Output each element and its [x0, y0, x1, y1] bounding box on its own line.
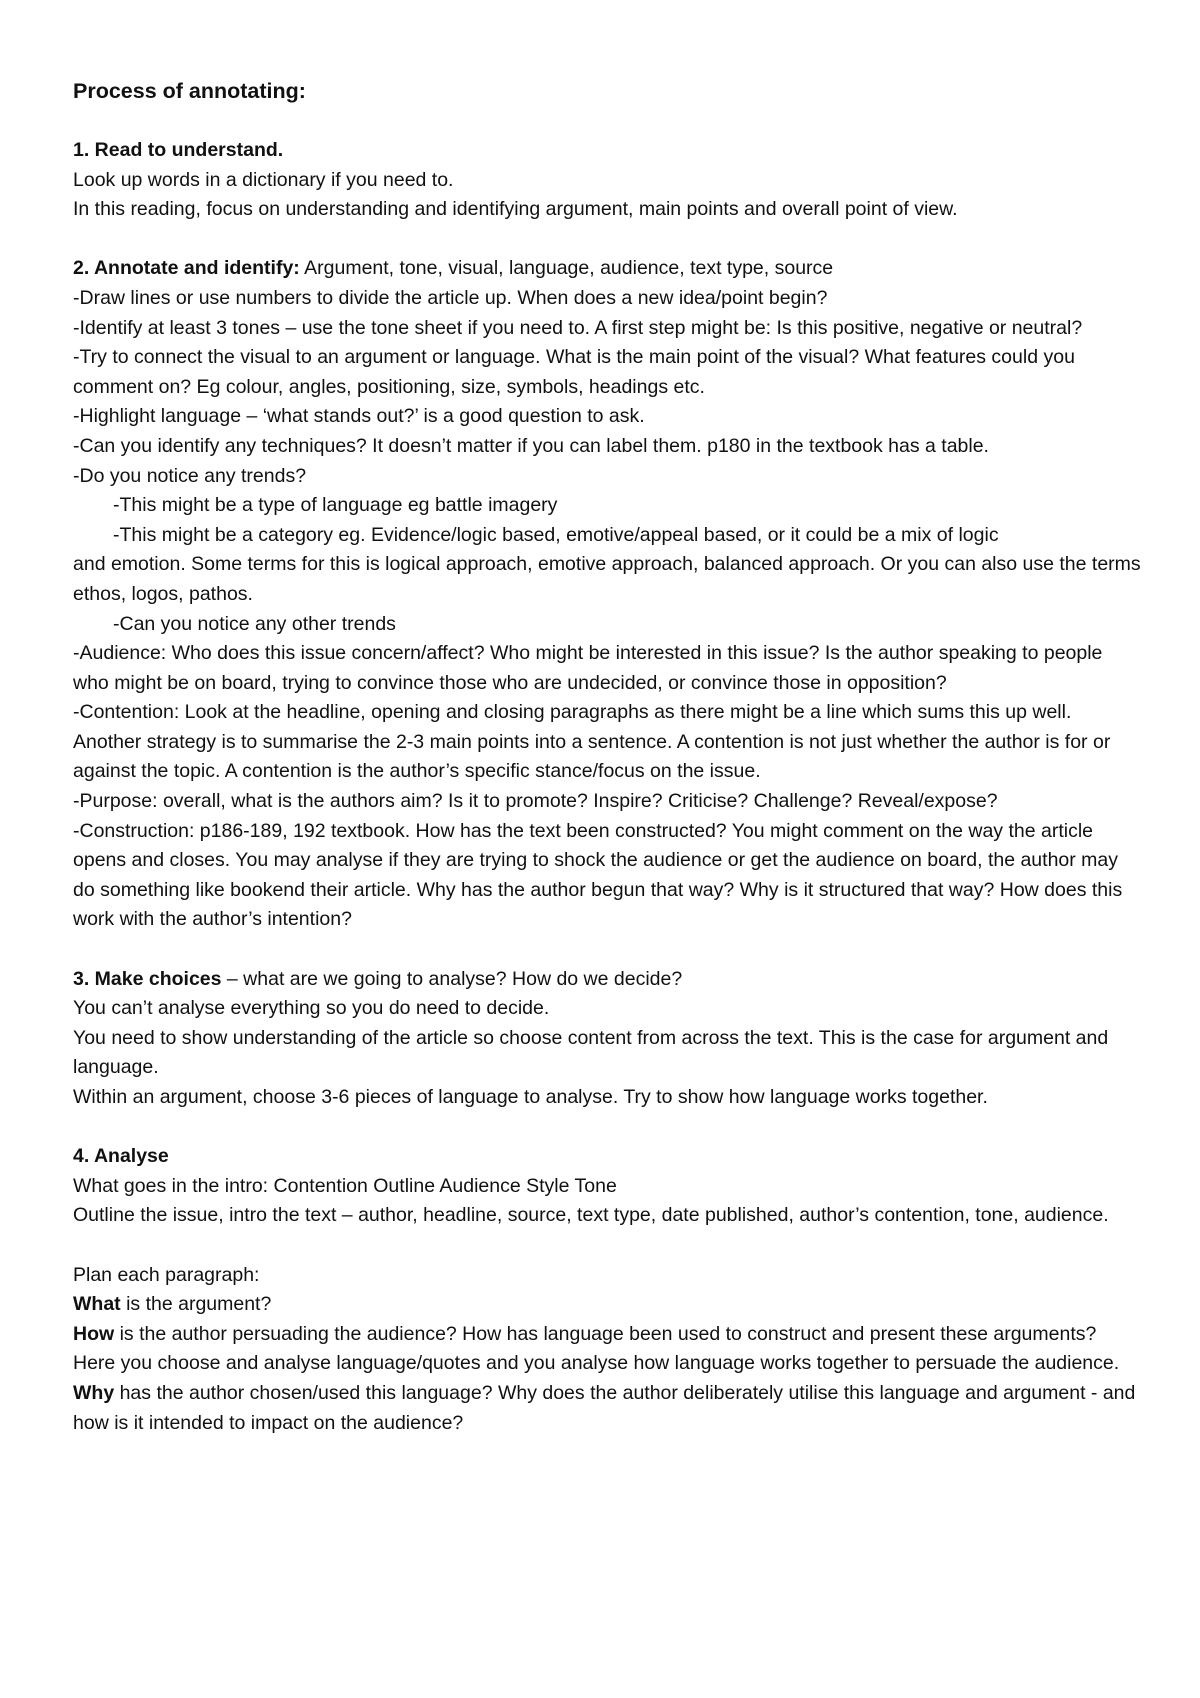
section-2-line: -Can you identify any techniques? It doesn’t matter if you can label them. p180 in the textbook has a table.	[73, 434, 989, 457]
section-2-line: -Purpose: overall, what is the authors aim? Is it to promote? Inspire? Criticise? Challenge? Reveal/expose?	[73, 790, 998, 813]
section-2-subpoint: -This might be a category eg. Evidence/logic based, emotive/appeal based, or it could be a mix of logic	[113, 523, 999, 546]
section-1-heading-text: 1. Read to understand.	[73, 139, 284, 161]
page-title: Process of annotating:	[73, 79, 306, 103]
plan-what	[73, 1290, 1143, 1320]
plan-what-bold: What	[73, 1293, 121, 1316]
spacer	[73, 935, 1143, 965]
plan-what-rest: is the argument?	[120, 1293, 272, 1316]
section-1-line: In this reading, focus on understanding and identifying argument, main points and overall point of view.	[73, 198, 958, 221]
section-3-heading	[73, 965, 1143, 995]
plan-how-bold: How	[73, 1322, 115, 1345]
spacer	[73, 1231, 1143, 1261]
document-page	[73, 76, 1143, 1438]
section-2-line: -Audience: Who does this issue concern/affect? Who might be interested in this issue? Is the author speaking to people who might be on board, trying to convince those who are undecided, or convince those in opposition?	[73, 642, 1103, 694]
plan-how-rest: is the author persuading the audience? How has language been used to construct and present these arguments? Here you choose and analyse language/quotes and you analyse how language works together to persuade the audience.	[73, 1322, 1120, 1375]
section-4-heading-text: 4. Analyse	[73, 1145, 169, 1168]
section-1-line: Look up words in a dictionary if you need to.	[73, 168, 454, 191]
section-3-line: You can’t analyse everything so you do need to decide.	[73, 997, 550, 1020]
section-3-line: You need to show understanding of the article so choose content from across the text. This is the case for argument and language.	[73, 1026, 1109, 1079]
section-3-line: Within an argument, choose 3-6 pieces of language to analyse. Try to show how language works together.	[73, 1086, 988, 1108]
section-4-heading	[73, 1142, 1143, 1172]
section-2-subpoint: -This might be a type of language eg battle imagery	[113, 494, 558, 517]
section-2-line: -Do you notice any trends?	[73, 464, 307, 487]
section-2-subpoint: -Can you notice any other trends	[113, 612, 396, 635]
section-4-line: Outline the issue, intro the text – author, headline, source, text type, date published, author’s contention, tone, audience.	[73, 1204, 1109, 1227]
section-2-line: -Identify at least 3 tones – use the tone sheet if you need to. A first step might be: Is this positive, negative or neutral?	[73, 316, 1083, 339]
plan-heading: Plan each paragraph:	[73, 1263, 260, 1286]
section-2-heading-bold: 2. Annotate and identify:	[73, 257, 300, 280]
section-1-heading	[73, 136, 1143, 166]
section-2-line: -Contention: Look at the headline, opening and closing paragraphs as there might be a line which sums this up well. Another strategy is to summarise the 2-3 main points into a sentence. A contention is not just whether the author is for or against the topic. A contention is the author’s specific stance/focus on the issue.	[73, 701, 1111, 783]
spacer	[73, 106, 1143, 136]
section-2-subpoint-continued: and emotion. Some terms for this is logical approach, emotive approach, balanced approach. Or you can also use the terms ethos, logos, pathos.	[73, 553, 1141, 605]
section-2-heading	[73, 254, 1143, 284]
spacer	[73, 225, 1143, 255]
plan-why	[73, 1379, 1143, 1438]
section-2-line: -Draw lines or use numbers to divide the article up. When does a new idea/point begin?	[73, 286, 828, 309]
section-2-line: -Highlight language – ‘what stands out?’ is a good question to ask.	[73, 405, 645, 428]
section-2-heading-rest: Argument, tone, visual, language, audience, text type, source	[299, 257, 834, 280]
spacer	[73, 1113, 1143, 1143]
section-2-line: -Try to connect the visual to an argument or language. What is the main point of the visual? What features could you comment on? Eg colour, angles, positioning, size, symbols, headings etc.	[73, 346, 1075, 398]
section-3-heading-rest: – what are we going to analyse? How do we decide?	[221, 967, 683, 990]
plan-why-rest: has the author chosen/used this language? Why does the author deliberately utilise this language and argument - and how is it intended to impact on the audience?	[73, 1381, 1136, 1434]
section-3-heading-bold: 3. Make choices	[73, 967, 222, 990]
section-2-line: -Construction: p186-189, 192 textbook. How has the text been constructed? You might comment on the way the article opens and closes. You may analyse if they are trying to shock the audience or get the audience on board, the author may do something like bookend their article. Why has the author begun that way? Why is it structured that way? How does this work with the author’s intention?	[73, 819, 1123, 931]
section-4-line: What goes in the intro: Contention Outline Audience Style Tone	[73, 1174, 617, 1197]
plan-why-bold: Why	[73, 1381, 115, 1404]
plan-how	[73, 1320, 1143, 1379]
